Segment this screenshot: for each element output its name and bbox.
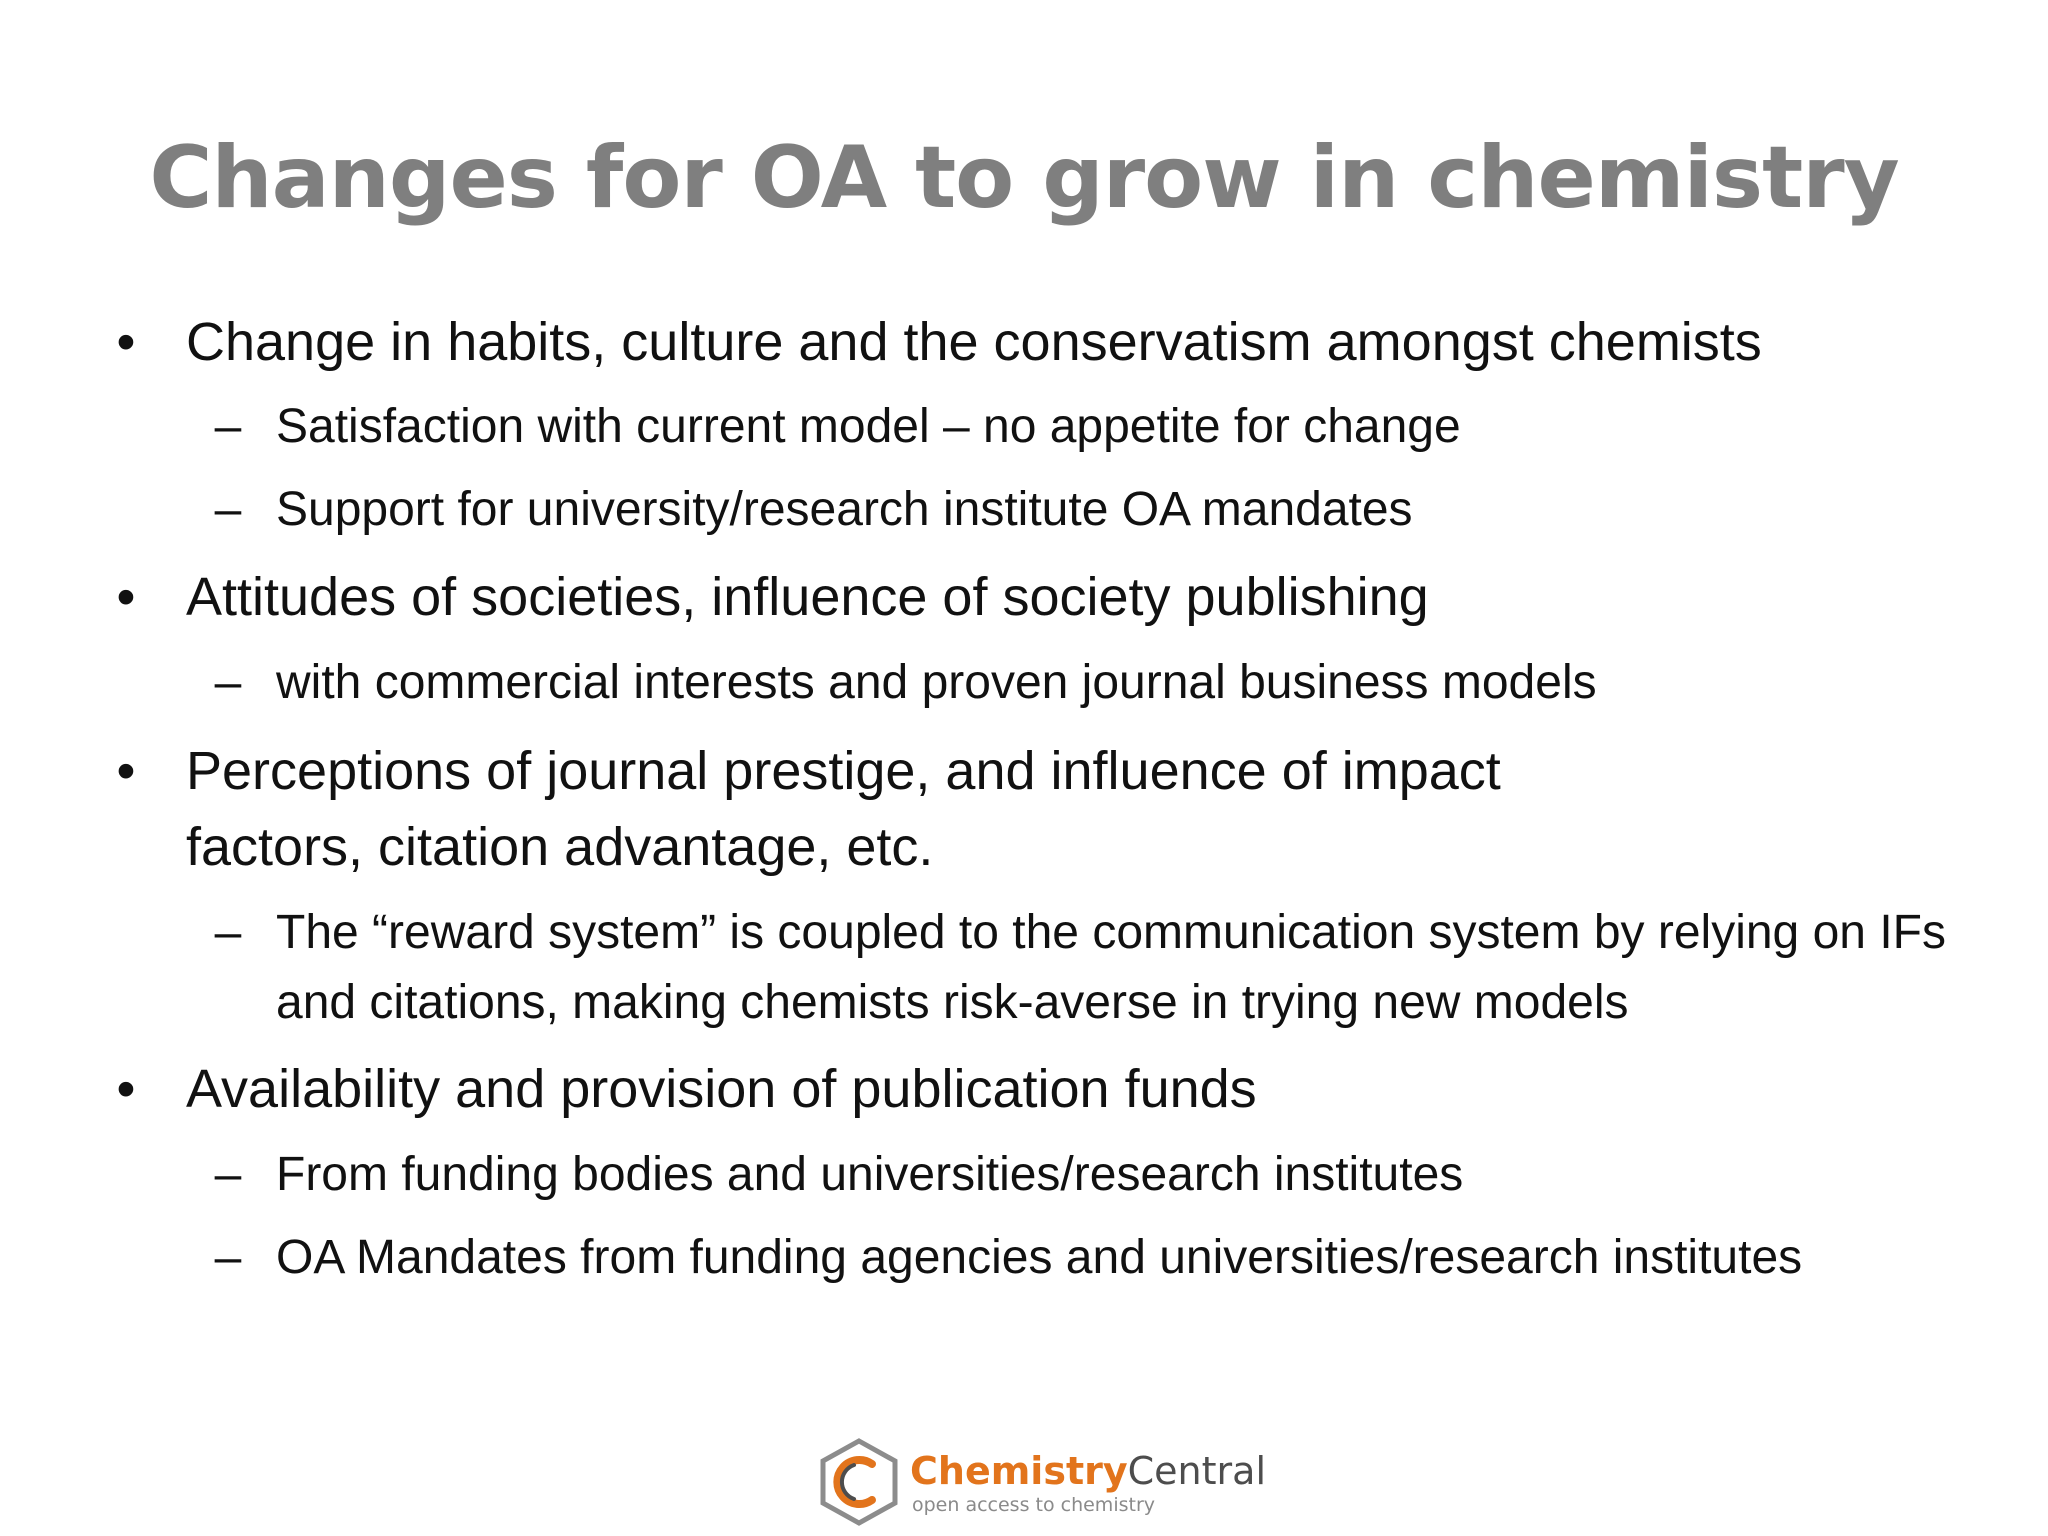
bullet-text: Availability and provision of publication funds (186, 1059, 1257, 1119)
sub-bullet-text: From funding bodies and universities/research institutes (276, 1148, 1464, 1201)
sub-bullet-text: The “reward system” is coupled to the communication system by relying on IFs and citations, making chemists risk-averse in trying new models (276, 906, 1946, 1029)
dash-marker: – (214, 483, 242, 536)
sub-bullet-item (214, 1223, 2036, 1293)
bullet-item (116, 1051, 1986, 1127)
sub-bullet-text: Satisfaction with current model – no appetite for change (276, 400, 1461, 453)
bullet-item (116, 733, 1636, 885)
sub-bullet-item (214, 1140, 1976, 1210)
dash-marker: – (214, 400, 242, 453)
bullet-text: Perceptions of journal prestige, and influence of impact factors, citation advantage, etc. (186, 741, 1501, 877)
dash-marker: – (214, 906, 242, 959)
sub-bullet-text: OA Mandates from funding agencies and universities/research institutes (276, 1231, 1803, 1284)
bullet-text: Change in habits, culture and the conservatism amongst chemists (186, 312, 1762, 372)
logo-name-central: Central (1127, 1449, 1267, 1493)
dash-marker: – (214, 1231, 242, 1284)
bullet-marker: • (116, 1059, 136, 1119)
sub-bullet-item (214, 392, 1976, 462)
dash-marker: – (214, 1148, 242, 1201)
hexagon-c-icon (814, 1437, 904, 1527)
sub-bullet-text: Support for university/research institute OA mandates (276, 483, 1413, 536)
slide-title: Changes for OA to grow in chemistry (149, 128, 1899, 228)
dash-marker: – (214, 656, 242, 709)
bullet-marker: • (116, 312, 136, 372)
sub-bullet-text: with commercial interests and proven journal business models (276, 656, 1597, 709)
bullet-marker: • (116, 567, 136, 627)
logo-wordmark (910, 1449, 1266, 1493)
chemistry-central-logo (814, 1437, 1267, 1527)
bullet-item (116, 304, 1986, 380)
bullet-marker: • (116, 741, 136, 801)
logo-name-chemistry: Chemistry (910, 1449, 1128, 1493)
sub-bullet-item (214, 475, 1976, 545)
bullet-text: Attitudes of societies, influence of society publishing (186, 567, 1429, 627)
bullet-item (116, 559, 1986, 635)
sub-bullet-item (214, 648, 1976, 718)
logo-tagline: open access to chemistry (912, 1494, 1156, 1516)
sub-bullet-item (214, 898, 2016, 1038)
